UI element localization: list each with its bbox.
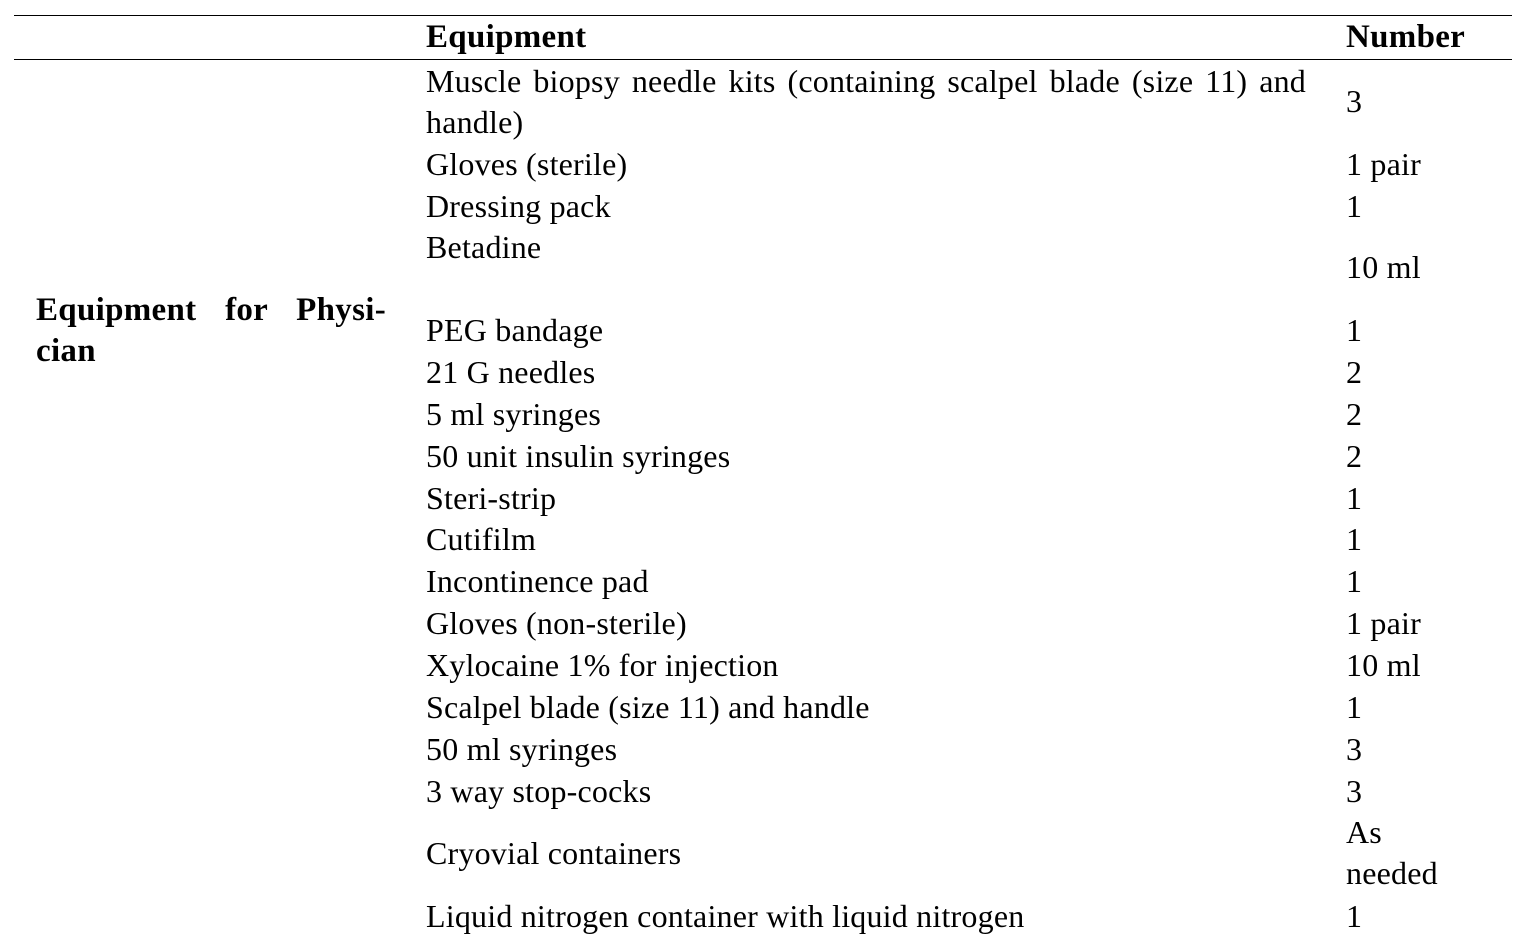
- equipment-cell: 21 G needles: [426, 354, 596, 390]
- header-rule: [14, 59, 1512, 60]
- section-label: Equipment for Physi-cian: [36, 292, 386, 369]
- number-cell: 3: [1346, 731, 1363, 767]
- equipment-cell: Cryovial containers: [426, 835, 682, 871]
- equipment-cell: 3 way stop-cocks: [426, 773, 652, 809]
- table-top-rule: [14, 15, 1512, 16]
- number-cell: 1 pair: [1346, 146, 1421, 182]
- number-cell: 1: [1346, 898, 1363, 934]
- equipment-cell: PEG bandage: [426, 312, 604, 348]
- equipment-cell: Muscle biopsy needle kits (containing scalpel blade (size 11) and handle): [426, 63, 1306, 140]
- number-cell: 3: [1346, 83, 1363, 119]
- equipment-cell: Betadine: [426, 229, 542, 265]
- equipment-cell: Dressing pack: [426, 188, 611, 224]
- number-cell: 1: [1346, 563, 1363, 599]
- equipment-cell: Steri-strip: [426, 480, 557, 516]
- equipment-cell: 50 ml syringes: [426, 731, 618, 767]
- number-cell: 1: [1346, 689, 1363, 725]
- number-cell: 1: [1346, 188, 1363, 224]
- number-cell: 10 ml: [1346, 249, 1421, 285]
- equipment-cell: Incontinence pad: [426, 563, 649, 599]
- equipment-cell: Scalpel blade (size 11) and handle: [426, 689, 870, 725]
- number-cell: 3: [1346, 773, 1363, 809]
- equipment-cell: Liquid nitrogen container with liquid nitrogen: [426, 898, 1025, 934]
- number-cell: 1: [1346, 312, 1363, 348]
- number-cell: 1 pair: [1346, 605, 1421, 641]
- number-cell: 2: [1346, 438, 1363, 474]
- equipment-cell: 5 ml syringes: [426, 396, 602, 432]
- header-number: Number: [1346, 19, 1466, 55]
- equipment-cell: Gloves (sterile): [426, 146, 628, 182]
- number-cell: As needed: [1346, 814, 1438, 891]
- number-cell: 1: [1346, 480, 1363, 516]
- equipment-cell: Gloves (non-sterile): [426, 605, 687, 641]
- equipment-cell: Cutifilm: [426, 521, 537, 557]
- header-equipment: Equipment: [426, 19, 587, 55]
- number-cell: 1: [1346, 521, 1363, 557]
- number-cell: 2: [1346, 396, 1363, 432]
- equipment-cell: 50 unit insulin syringes: [426, 438, 731, 474]
- number-cell: 2: [1346, 354, 1363, 390]
- number-cell: 10 ml: [1346, 647, 1421, 683]
- equipment-cell: Xylocaine 1% for injection: [426, 647, 779, 683]
